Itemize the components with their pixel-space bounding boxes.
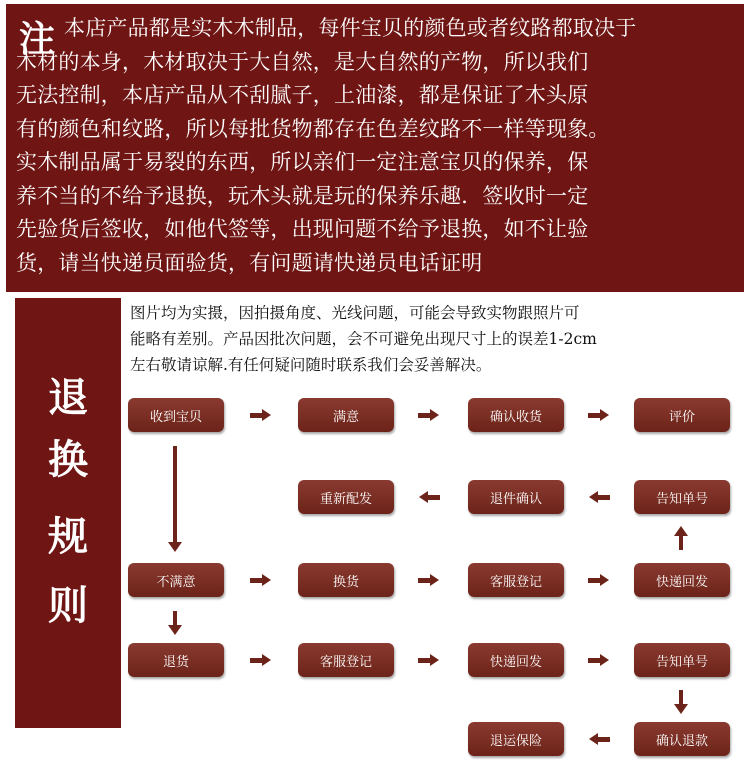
intro-text: [130, 300, 742, 378]
step-receive: 收到宝贝: [128, 398, 224, 432]
arrow-down-icon: [168, 611, 182, 635]
notice-line: 实木制品属于易裂的东西，所以亲们一定注意宝贝的保养，保: [16, 150, 589, 174]
step-notify-number-2: 告知单号: [634, 643, 730, 677]
step-confirm-receipt: 确认收货: [468, 398, 564, 432]
notice-mark: 注: [18, 19, 55, 60]
step-satisfied: 满意: [298, 398, 394, 432]
arrow-right-icon: [588, 574, 610, 586]
notice-line: 本店产品都是实木木制品，每件宝贝的颜色或者纹路都取决于: [64, 16, 637, 40]
arrow-down-icon: [168, 446, 182, 552]
step-reship: 重新配发: [298, 480, 394, 514]
arrow-right-icon: [418, 574, 440, 586]
step-service-register-2: 客服登记: [298, 643, 394, 677]
arrow-left-icon: [588, 733, 610, 745]
arrow-right-icon: [250, 654, 272, 666]
arrow-right-icon: [588, 409, 610, 421]
arrow-left-icon: [418, 491, 440, 503]
notice-line: 先验货后签收，如他代签等，出现问题不给予退换，如不让验: [16, 217, 589, 241]
arrow-down-icon: [674, 690, 688, 714]
arrow-right-icon: [250, 574, 272, 586]
notice-line: 有的颜色和纹路，所以每批货物都存在色差纹路不一样等现象。: [16, 116, 610, 141]
step-review: 评价: [634, 398, 730, 432]
sidebar-char: 退: [48, 375, 88, 421]
notice-panel: [6, 4, 744, 292]
notice-line: 无法控制，本店产品从不刮腻子，上油漆，都是保证了木头原: [16, 83, 589, 107]
step-express-return-1: 快递回发: [634, 563, 730, 597]
arrow-left-icon: [588, 491, 610, 503]
intro-line: 能略有差别。产品因批次问题，会不可避免出现尺寸上的误差1-2cm: [130, 330, 597, 348]
notice-text: [16, 12, 637, 280]
step-return-confirm: 退件确认: [468, 480, 564, 514]
step-notify-number-1: 告知单号: [634, 480, 730, 514]
step-confirm-refund: 确认退款: [634, 722, 730, 756]
step-refund: 退货: [128, 643, 224, 677]
sidebar-char: 规: [48, 514, 88, 560]
step-unsatisfied: 不满意: [128, 563, 224, 597]
step-express-return-2: 快递回发: [468, 643, 564, 677]
intro-line: 左右敬请谅解.有任何疑问随时联系我们会妥善解决。: [130, 356, 492, 374]
notice-line: 木材的本身，木材取决于大自然，是大自然的产物，所以我们: [16, 49, 589, 74]
notice-line: 货，请当快递员面验货，有问题请快递员电话证明: [16, 250, 483, 275]
sidebar-char: 则: [48, 583, 88, 629]
arrow-right-icon: [250, 409, 272, 421]
step-service-register-1: 客服登记: [468, 563, 564, 597]
rules-sidebar: [15, 298, 121, 728]
sidebar-char: 换: [48, 437, 88, 483]
arrow-right-icon: [418, 409, 440, 421]
notice-line: 养不当的不给予退换，玩木头就是玩的保养乐趣．签收时一定: [16, 183, 589, 208]
arrow-right-icon: [588, 654, 610, 666]
intro-line: 图片均为实摄，因拍摄角度、光线问题，可能会导致实物跟照片可: [130, 304, 580, 322]
step-return-insurance: 退运保险: [468, 722, 564, 756]
arrow-right-icon: [418, 654, 440, 666]
arrow-up-icon: [674, 526, 688, 550]
step-exchange: 换货: [298, 563, 394, 597]
